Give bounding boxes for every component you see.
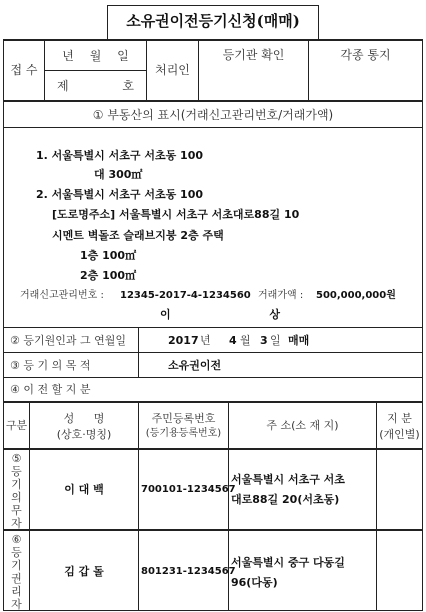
table-header-bottom (3, 448, 423, 450)
col-header-address: 주 소(소 재 지) (266, 419, 339, 432)
notices-label: 각종 통지 (340, 48, 391, 62)
col-header-name-sub: (상호·명칭) (56, 428, 112, 441)
obligor-label: ⑤ 등 기 의 무 자 (11, 452, 22, 530)
obligee-address-line1: 서울특별시 중구 다동길 (231, 556, 345, 569)
receipt-date-label: 년 월 일 (62, 49, 129, 63)
obligee-address-line2: 96(다동) (231, 576, 278, 589)
trade-number-value: 12345-2017-4-1234560 (120, 290, 251, 301)
receipt-hline (44, 70, 146, 71)
property-section-title: ① 부동산의 표시(거래신고관리번호/거래가액) (92, 108, 334, 122)
col-header-id-sub: (등기용등록번호) (145, 428, 222, 439)
cause-kind: 매매 (288, 334, 310, 347)
property-item2-structure: 시멘트 벽돌조 슬래브지붕 2층 주택 (52, 229, 224, 242)
col-header-id: 주민등록번호 (151, 412, 216, 425)
obligor-id: 700101-1234567 (141, 484, 236, 495)
col-header-share-sub: (개인별) (379, 428, 420, 441)
cause-year-unit: 년 (200, 334, 211, 347)
share-label: ④ 이 전 할 지 분 (10, 383, 91, 396)
form-top-border (3, 39, 423, 41)
trade-number-label: 거래신고관리번호 : (20, 290, 104, 301)
obligor-bottom (3, 529, 423, 531)
purpose-bottom (3, 377, 423, 378)
col-line-3 (228, 401, 229, 611)
col-header-share: 지 분 (387, 412, 412, 425)
property-item1-line1: 1. 서울특별시 서초구 서초동 100 (36, 149, 203, 162)
form-title: 소유권이전등기신청(매매) (126, 12, 300, 30)
cause-day-unit: 일 (270, 334, 281, 347)
title-box-top (107, 5, 319, 6)
trade-price-value: 500,000,000원 (316, 290, 396, 301)
obligee-id: 801231-1234567 (141, 566, 236, 577)
property-bottom (3, 327, 423, 328)
share-bottom (3, 401, 423, 403)
col-header-name: 성 명 (63, 412, 105, 425)
cause-day: 3 (260, 334, 268, 347)
cause-label: ② 등기원인과 그 연월일 (10, 334, 126, 347)
purpose-label: ③ 등 기 의 목 적 (10, 359, 91, 372)
cause-year: 2017 (168, 334, 199, 347)
obligor-address-line1: 서울특별시 서초구 서초 (231, 473, 345, 486)
obligor-name: 이 대 백 (64, 483, 104, 496)
form-left-border (3, 39, 4, 611)
obligee-name: 김 갑 돌 (64, 565, 104, 578)
cause-month: 4 (229, 334, 237, 347)
property-item1-line2: 대 300㎡ (94, 168, 143, 181)
trade-price-label: 거래가액 : (258, 290, 304, 301)
end-mark: 이 상 (159, 308, 281, 321)
property-item2-road-address: [도로명주소] 서울특별시 서초구 서초대로88길 10 (52, 208, 300, 221)
receipt-label: 접 수 (10, 63, 38, 77)
form-bottom-border (3, 610, 423, 611)
obligor-address-line2: 대로88길 20(서초동) (231, 493, 340, 506)
processor-label: 처리인 (155, 63, 190, 77)
registrar-confirm-label: 등기관 확인 (222, 48, 285, 62)
receipt-number-label: 제 호 (57, 79, 134, 93)
purpose-value: 소유권이전 (168, 359, 222, 372)
col-header-kind: 구분 (5, 419, 28, 432)
property-item2-line1: 2. 서울특별시 서초구 서초동 100 (36, 188, 203, 201)
cause-month-unit: 월 (240, 334, 251, 347)
form-right-border (422, 39, 423, 611)
property-item2-floor2: 2층 100㎡ (80, 269, 137, 282)
cause-bottom (3, 352, 423, 353)
receipt-bottom (3, 100, 423, 102)
obligee-label: ⑥ 등 기 권 리 자 (11, 533, 22, 611)
property-item2-floor1: 1층 100㎡ (80, 249, 137, 262)
title-box-right (318, 5, 319, 39)
property-title-line (3, 127, 423, 128)
